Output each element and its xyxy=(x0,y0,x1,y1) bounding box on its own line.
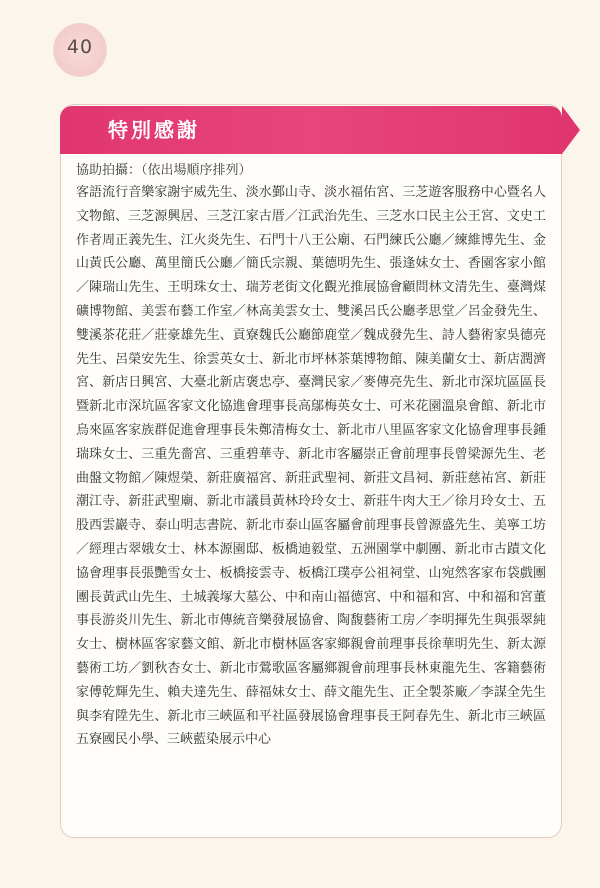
section-title: 特別感謝 xyxy=(108,118,200,142)
acknowledgement-body: 客語流行音樂家謝宇威先生、淡水鄞山寺、淡水福佑宮、三芝遊客服務中心暨名人文物館、三芝源興居、三芝江家古厝／江武治先生、三芝水口民主公王宮、文史工作者周正義先生、江火炎先生、石門十八王公廟、石門練氏公廳／練維博先生、金山黃氏公廳、萬里簡氏公廳／簡氏宗親、葉德明先生、張逢妹女士、香園客家小館／陳瑞山先生、王明珠女士、瑞芳老街文化觀光推展協會顧問林文清先生、臺灣煤礦博物館、美雲布藝工作室／林高美雲女士、雙溪呂氏公廳孝思堂／呂金發先生、雙溪茶花莊／莊豪雄先生、貢寮魏氏公廳節鹿堂／魏成發先生、詩人藝術家吳德亮先生、呂榮安先生、徐雲英女士、新北市坪林茶葉博物館、陳美蘭女士、新店潤濟宮、新店日興宮、大臺北新店褒忠亭、臺灣民家／麥傳亮先生、新北市深坑區區長暨新北市深坑區客家文化協進會理事長高鄔梅英女士、可米花園溫泉會館、新北市烏來區客家族群促進會理事長朱鄭清梅女士、新北市八里區客家文化協會理事長鍾瑞珠女士、三重先嗇宮、三重碧華寺、新北市客屬崇正會前理事長曾梁源先生、老曲盤文物館／陳煜榮、新莊廣福宮、新莊武聖祠、新莊文昌祠、新莊慈祐宮、新莊潮江寺、新莊武聖廟、新北市議員黃林玲玲女士、新莊牛肉大王／徐月玲女士、五股西雲巖寺、泰山明志書院、新北市泰山區客屬會前理事長曾源盛先生、美寧工坊／經理古翠娥女士、林本源園邸、板橋迪毅堂、五洲園掌中劇團、新北市古蹟文化協會理事長張艷雪女士、板橋接雲寺、板橋江璞亭公祖祠堂、山宛然客家布袋戲團團長黃武山先生、土城義塚大墓公、中和南山福德宮、中和福和宮、中和福和宮董事長游炎川先生、新北市傳統音樂發展協會、陶馥藝術工房／李明揮先生與張翠純女士、樹林區客家藝文館、新北市樹林區客家鄉親會前理事長徐華明先生、新太源藝術工坊／劉秋杏女士、新北市鶯歌區客屬鄉親會前理事長林東龍先生、客籍藝術家傅乾輝先生、賴夫達先生、薛福妹女士、薛文龍先生、正全製茶廠／李謀全先生與李宥陞先生、新北市三峽區和平社區發展協會理事長王阿春先生、新北市三峽區五寮國民小學、三峽藍染展示中心 xyxy=(76,185,546,748)
page-number: 40 xyxy=(66,36,94,58)
acknowledgement-heading: 協助拍攝：（依出場順序排列） xyxy=(76,163,252,178)
